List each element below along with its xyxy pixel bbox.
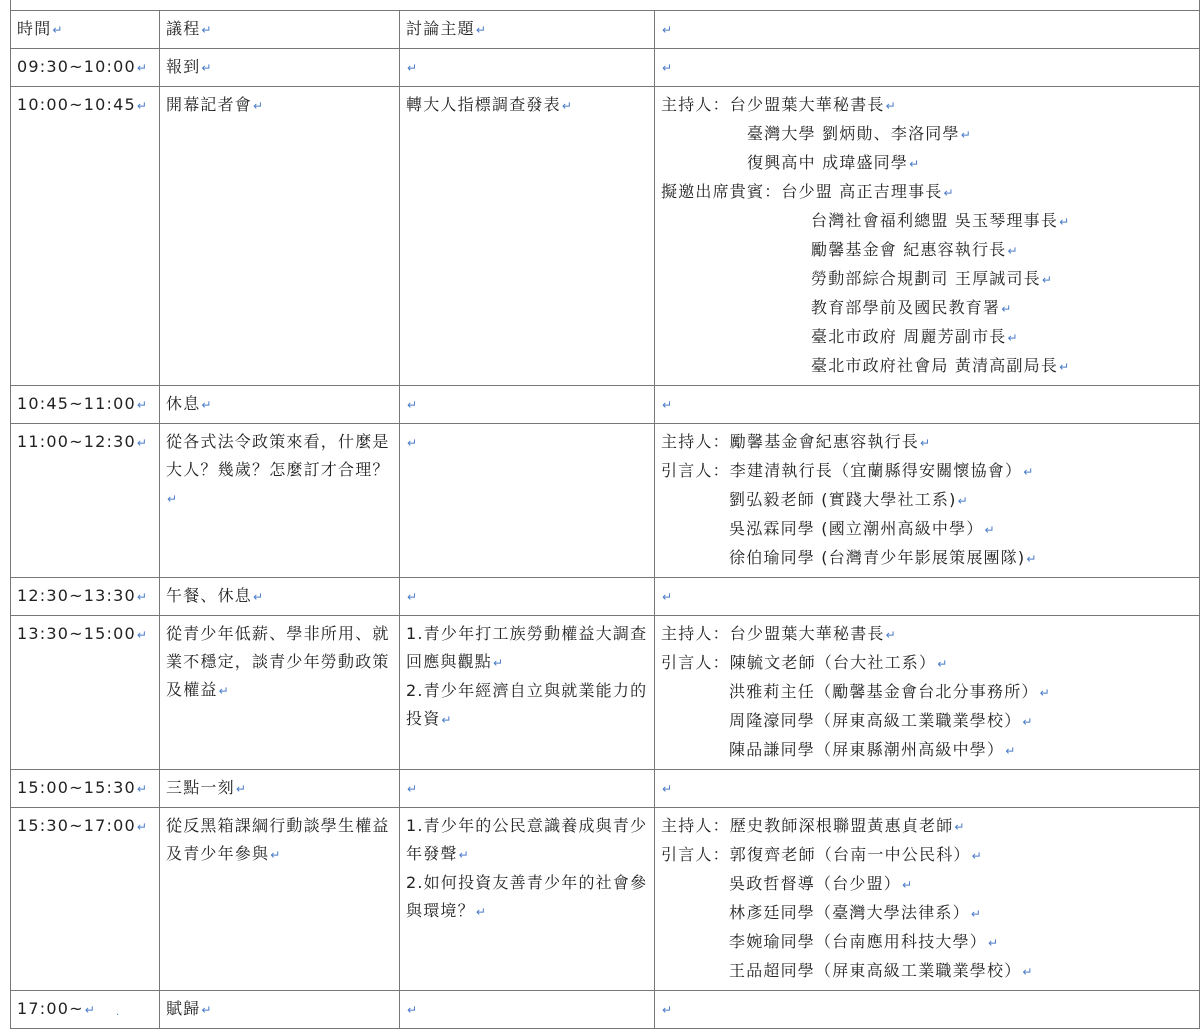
paragraph-mark-icon: ↵ bbox=[954, 820, 965, 834]
time-cell bbox=[11, 770, 160, 808]
time-text: 15:30~17:00 bbox=[17, 816, 136, 835]
paragraph-mark-icon: ↵ bbox=[909, 157, 920, 171]
time-text: 12:30~13:30 bbox=[17, 586, 136, 605]
agenda-cell bbox=[160, 424, 400, 578]
paragraph-mark-icon: ↵ bbox=[1007, 331, 1018, 345]
table-row bbox=[11, 87, 1200, 386]
people-text: 勞動部綜合規劃司 王厚誠司長 bbox=[811, 269, 1041, 288]
people-line bbox=[661, 207, 1194, 236]
time-cell bbox=[11, 424, 160, 578]
people-cell bbox=[655, 87, 1200, 386]
people-line bbox=[661, 486, 1194, 515]
people-text: 主持人：台少盟葉大華秘書長 bbox=[661, 95, 885, 114]
people-line bbox=[661, 841, 1194, 870]
paragraph-mark-icon: ↵ bbox=[1059, 360, 1070, 374]
paragraph-mark-icon: ↵ bbox=[1001, 302, 1012, 316]
paragraph-mark-icon: ↵ bbox=[957, 494, 968, 508]
theme-cell bbox=[400, 770, 655, 808]
paragraph-mark-icon: ↵ bbox=[943, 186, 954, 200]
theme-cell bbox=[400, 578, 655, 616]
people-line bbox=[661, 678, 1194, 707]
people-text: 王品超同學（屏東高級工業職業學校） bbox=[729, 961, 1022, 980]
agenda-text: 休息 bbox=[166, 394, 201, 413]
paragraph-mark-icon: ↵ bbox=[662, 590, 673, 604]
theme-text: 轉大人指標調查發表 bbox=[406, 95, 561, 114]
people-text: 主持人：勵馨基金會紀惠容執行長 bbox=[661, 432, 920, 451]
paragraph-mark-icon: ↵ bbox=[52, 23, 63, 37]
time-cell bbox=[11, 991, 160, 1029]
paragraph-mark-icon: ↵ bbox=[1005, 744, 1016, 758]
paragraph-mark-icon: ↵ bbox=[1059, 215, 1070, 229]
paragraph-mark-icon: ↵ bbox=[475, 23, 486, 37]
people-text: 臺灣大學 劉炳勛、李洛同學 bbox=[747, 124, 960, 143]
paragraph-mark-icon: ↵ bbox=[662, 398, 673, 412]
agenda-text: 從各式法令政策來看，什麼是大人？幾歲？怎麼訂才合理？ bbox=[166, 432, 390, 479]
time-text: 17:00~ bbox=[17, 999, 84, 1018]
people-line bbox=[661, 707, 1194, 736]
paragraph-mark-icon: ↵ bbox=[885, 99, 896, 113]
header-theme bbox=[400, 11, 655, 49]
agenda-cell bbox=[160, 991, 400, 1029]
header-agenda-label: 議程 bbox=[166, 19, 201, 38]
people-cell bbox=[655, 386, 1200, 424]
time-text: 11:00~12:30 bbox=[17, 432, 136, 451]
people-line bbox=[661, 457, 1194, 486]
people-cell bbox=[655, 770, 1200, 808]
paragraph-mark-icon: ↵ bbox=[1007, 244, 1018, 258]
time-text: 13:30~15:00 bbox=[17, 624, 136, 643]
paragraph-mark-icon: ↵ bbox=[662, 1003, 673, 1017]
paragraph-mark-icon: ↵ bbox=[441, 713, 452, 727]
paragraph-mark-icon: ↵ bbox=[407, 398, 418, 412]
people-cell bbox=[655, 808, 1200, 991]
theme-cell bbox=[400, 424, 655, 578]
people-line bbox=[661, 352, 1194, 381]
people-line bbox=[661, 120, 1194, 149]
theme-text: 2.如何投資友善青少年的社會參與環境？ bbox=[406, 873, 648, 920]
paragraph-mark-icon: ↵ bbox=[1022, 965, 1033, 979]
people-line bbox=[661, 928, 1194, 957]
theme-text: 2.青少年經濟自立與就業能力的投資 bbox=[406, 681, 648, 728]
header-people bbox=[655, 11, 1200, 49]
paragraph-mark-icon: ↵ bbox=[136, 628, 147, 642]
paragraph-mark-icon: ↵ bbox=[84, 1003, 95, 1017]
agenda-text: 從反黑箱課綱行動談學生權益及青少年參與 bbox=[166, 816, 390, 863]
paragraph-mark-icon: ↵ bbox=[407, 590, 418, 604]
table-row bbox=[11, 616, 1200, 770]
header-time-label: 時間 bbox=[17, 19, 52, 38]
people-text: 臺北市政府 周麗芳副市長 bbox=[811, 327, 1007, 346]
time-text: 15:00~15:30 bbox=[17, 778, 136, 797]
header-agenda bbox=[160, 11, 400, 49]
people-text: 擬邀出席貴賓：台少盟 高正吉理事長 bbox=[661, 182, 943, 201]
theme-line bbox=[406, 91, 649, 120]
agenda-cell bbox=[160, 49, 400, 87]
paragraph-mark-icon: ↵ bbox=[253, 590, 264, 604]
people-line bbox=[661, 149, 1194, 178]
paragraph-mark-icon: ↵ bbox=[407, 436, 418, 450]
theme-cell bbox=[400, 616, 655, 770]
paragraph-mark-icon: ↵ bbox=[136, 820, 147, 834]
people-text: 陳品謙同學（屏東縣潮州高級中學） bbox=[729, 740, 1005, 759]
people-text: 林彥廷同學（臺灣大學法律系） bbox=[729, 903, 970, 922]
people-text: 引言人：郭復齊老師（台南一中公民科） bbox=[661, 845, 971, 864]
agenda-cell bbox=[160, 386, 400, 424]
people-text: 李婉瑜同學（台南應用科技大學） bbox=[729, 932, 988, 951]
paragraph-mark-icon: ↵ bbox=[201, 1003, 212, 1017]
time-text: 09:30~10:00 bbox=[17, 57, 136, 76]
table-top-cap bbox=[10, 0, 1200, 10]
time-cell bbox=[11, 578, 160, 616]
agenda-cell bbox=[160, 578, 400, 616]
paragraph-mark-icon: ↵ bbox=[1039, 686, 1050, 700]
agenda-table-body bbox=[11, 11, 1200, 1029]
time-cell bbox=[11, 808, 160, 991]
theme-line bbox=[406, 869, 649, 926]
paragraph-mark-icon: ↵ bbox=[136, 398, 147, 412]
table-row bbox=[11, 578, 1200, 616]
paragraph-mark-icon: ↵ bbox=[984, 523, 995, 537]
people-text: 主持人：台少盟葉大華秘書長 bbox=[661, 624, 885, 643]
theme-text: 1.青少年打工族勞動權益大調查 回應與觀點 bbox=[406, 624, 648, 671]
people-text: 吳政哲督導（台少盟） bbox=[729, 874, 902, 893]
paragraph-mark-icon: ↵ bbox=[970, 907, 981, 921]
paragraph-mark-icon: ↵ bbox=[1041, 273, 1052, 287]
agenda-text: 午餐、休息 bbox=[166, 586, 253, 605]
people-line bbox=[661, 812, 1194, 841]
paragraph-mark-icon: ↵ bbox=[1022, 715, 1033, 729]
agenda-cell bbox=[160, 616, 400, 770]
agenda-text: 從青少年低薪、學非所用、就業不穩定，談青少年勞動政策及權益 bbox=[166, 624, 390, 699]
paragraph-mark-icon: ↵ bbox=[201, 398, 212, 412]
paragraph-mark-icon: ↵ bbox=[136, 782, 147, 796]
paragraph-mark-icon: ↵ bbox=[885, 628, 896, 642]
header-time bbox=[11, 11, 160, 49]
paragraph-mark-icon: ↵ bbox=[201, 61, 212, 75]
people-text: 台灣社會福利總盟 吳玉琴理事長 bbox=[811, 211, 1059, 230]
paragraph-mark-icon: ↵ bbox=[253, 99, 264, 113]
theme-cell bbox=[400, 991, 655, 1029]
people-cell bbox=[655, 49, 1200, 87]
table-row bbox=[11, 808, 1200, 991]
people-line bbox=[661, 178, 1194, 207]
paragraph-mark-icon: ↵ bbox=[662, 782, 673, 796]
table-row bbox=[11, 49, 1200, 87]
paragraph-mark-icon: ↵ bbox=[407, 61, 418, 75]
people-text: 徐伯瑜同學 (台灣青少年影展策展團隊) bbox=[729, 548, 1026, 567]
people-line bbox=[661, 323, 1194, 352]
header-row bbox=[11, 11, 1200, 49]
time-cell bbox=[11, 386, 160, 424]
people-text: 主持人：歷史教師深根聯盟黃惠貞老師 bbox=[661, 816, 954, 835]
people-text: 洪雅莉主任（勵馨基金會台北分事務所） bbox=[729, 682, 1039, 701]
paragraph-mark-icon: ↵ bbox=[218, 684, 229, 698]
paragraph-mark-icon: ↵ bbox=[136, 61, 147, 75]
people-line bbox=[661, 428, 1194, 457]
people-line bbox=[661, 236, 1194, 265]
paragraph-mark-icon: ↵ bbox=[270, 848, 281, 862]
theme-text: 1.青少年的公民意識養成與青少年發聲 bbox=[406, 816, 648, 863]
people-cell bbox=[655, 578, 1200, 616]
paragraph-mark-icon: ↵ bbox=[167, 492, 178, 506]
people-line bbox=[661, 265, 1194, 294]
theme-line bbox=[406, 677, 649, 734]
paragraph-mark-icon: ↵ bbox=[407, 782, 418, 796]
people-text: 臺北市政府社會局 黃清高副局長 bbox=[811, 356, 1059, 375]
people-line bbox=[661, 91, 1194, 120]
paragraph-mark-icon: ↵ bbox=[1026, 552, 1037, 566]
time-cell bbox=[11, 49, 160, 87]
people-line bbox=[661, 736, 1194, 765]
people-line bbox=[661, 957, 1194, 986]
paragraph-mark-icon: ↵ bbox=[902, 878, 913, 892]
agenda-text: 三點一刻 bbox=[166, 778, 235, 797]
paragraph-mark-icon: ↵ bbox=[920, 436, 931, 450]
theme-cell bbox=[400, 49, 655, 87]
theme-cell bbox=[400, 808, 655, 991]
paragraph-mark-icon: ↵ bbox=[662, 61, 673, 75]
people-cell bbox=[655, 424, 1200, 578]
people-line bbox=[661, 870, 1194, 899]
people-text: 引言人：李建清執行長（宜蘭縣得安關懷協會） bbox=[661, 461, 1023, 480]
table-row bbox=[11, 991, 1200, 1029]
theme-line bbox=[406, 620, 649, 677]
people-line bbox=[661, 899, 1194, 928]
people-text: 引言人：陳毓文老師（台大社工系） bbox=[661, 653, 937, 672]
time-text: 10:00~10:45 bbox=[17, 95, 136, 114]
people-line bbox=[661, 620, 1194, 649]
theme-line bbox=[406, 812, 649, 869]
paragraph-mark-icon: ↵ bbox=[407, 1003, 418, 1017]
paragraph-mark-icon: ↵ bbox=[136, 590, 147, 604]
people-line bbox=[661, 294, 1194, 323]
paragraph-mark-icon: ↵ bbox=[988, 936, 999, 950]
header-theme-label: 討論主題 bbox=[406, 19, 475, 38]
people-text: 教育部學前及國民教育署 bbox=[811, 298, 1001, 317]
people-line bbox=[661, 649, 1194, 678]
paragraph-mark-icon: ↵ bbox=[235, 782, 246, 796]
paragraph-mark-icon: ↵ bbox=[475, 905, 486, 919]
theme-cell bbox=[400, 386, 655, 424]
table-row bbox=[11, 424, 1200, 578]
people-cell bbox=[655, 616, 1200, 770]
paragraph-mark-icon: ↵ bbox=[136, 436, 147, 450]
paragraph-mark-icon: ↵ bbox=[201, 23, 212, 37]
paragraph-mark-icon: ↵ bbox=[662, 23, 673, 37]
agenda-cell bbox=[160, 770, 400, 808]
table-row bbox=[11, 770, 1200, 808]
agenda-text: 報到 bbox=[166, 57, 201, 76]
people-text: 復興高中 成瑋盛同學 bbox=[747, 153, 909, 172]
people-line bbox=[661, 544, 1194, 573]
people-text: 吳泓霖同學 (國立潮州高級中學） bbox=[729, 519, 984, 538]
agenda-table bbox=[10, 10, 1200, 1029]
people-line bbox=[661, 515, 1194, 544]
agenda-cell bbox=[160, 808, 400, 991]
time-text: 10:45~11:00 bbox=[17, 394, 136, 413]
paragraph-dot-icon: · bbox=[116, 1010, 120, 1021]
time-cell bbox=[11, 87, 160, 386]
people-text: 勵馨基金會 紀惠容執行長 bbox=[811, 240, 1007, 259]
paragraph-mark-icon: ↵ bbox=[960, 128, 971, 142]
people-cell bbox=[655, 991, 1200, 1029]
paragraph-mark-icon: ↵ bbox=[561, 99, 572, 113]
paragraph-mark-icon: ↵ bbox=[136, 99, 147, 113]
paragraph-mark-icon: ↵ bbox=[937, 657, 948, 671]
people-text: 劉弘毅老師 (實踐大學社工系) bbox=[729, 490, 957, 509]
agenda-text: 開幕記者會 bbox=[166, 95, 253, 114]
paragraph-mark-icon: ↵ bbox=[458, 848, 469, 862]
agenda-text: 賦歸 bbox=[166, 999, 201, 1018]
paragraph-mark-icon: ↵ bbox=[493, 656, 504, 670]
agenda-cell bbox=[160, 87, 400, 386]
paragraph-mark-icon: ↵ bbox=[1023, 465, 1034, 479]
paragraph-mark-icon: ↵ bbox=[971, 849, 982, 863]
time-cell bbox=[11, 616, 160, 770]
table-row bbox=[11, 386, 1200, 424]
theme-cell bbox=[400, 87, 655, 386]
people-text: 周隆濠同學（屏東高級工業職業學校） bbox=[729, 711, 1022, 730]
